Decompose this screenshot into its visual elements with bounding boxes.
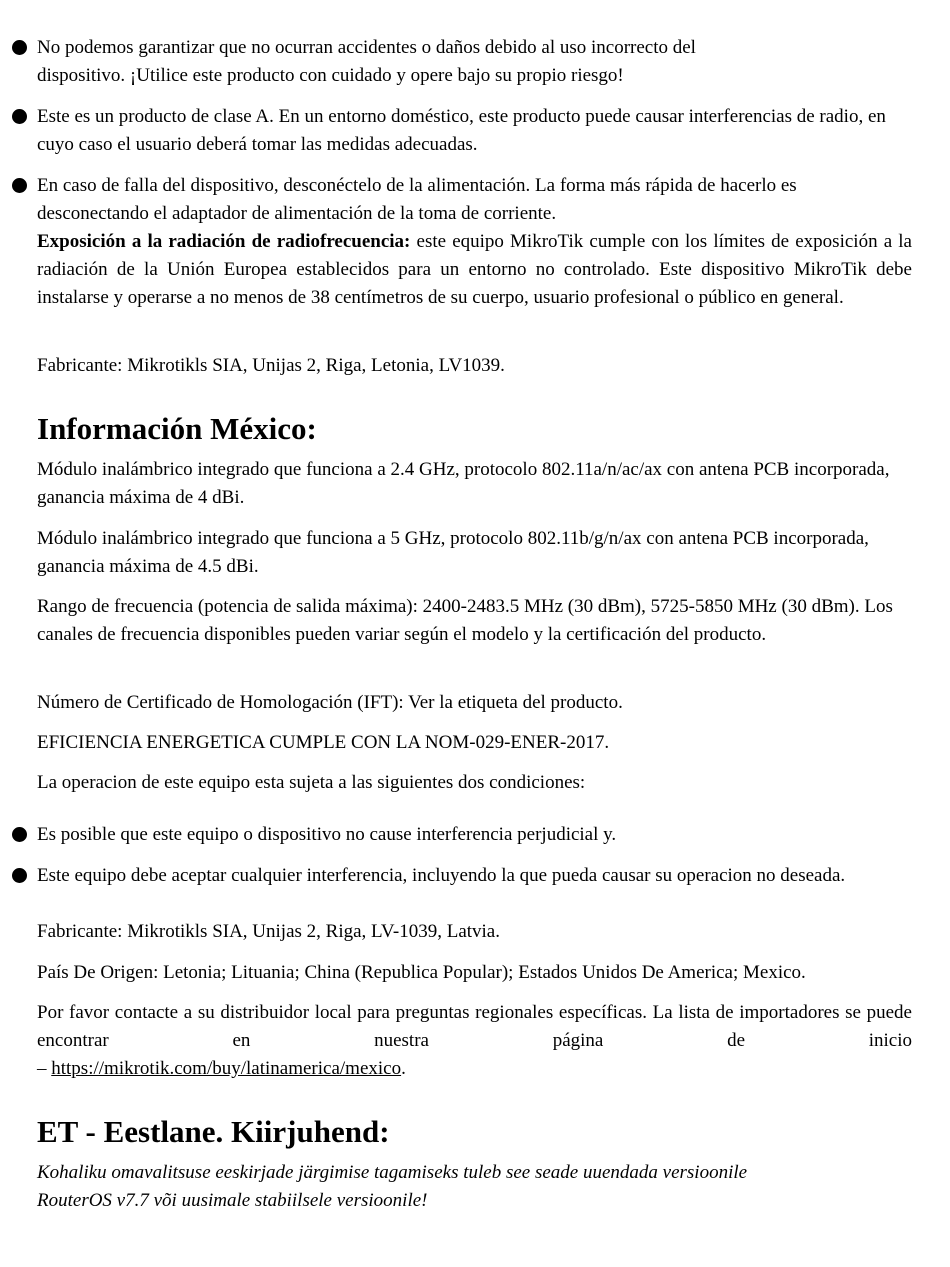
estonian-update-notice: Kohaliku omavalitsuse eeskirjade järgimise tagamiseks tuleb see seade uuendada versioonile RouterOS v7.7 või uusimale stabiilsele versioonile! (37, 1162, 748, 1211)
mexico-conditions-intro: La operacion de este equipo esta sujeta a las siguientes dos condiciones: (37, 772, 586, 793)
mexico-heading: Información México: (37, 411, 317, 446)
mexico-certificate: Número de Certificado de Homologación (IFT): Ver la etiqueta del producto. (37, 692, 623, 713)
manufacturer-latvia: Fabricante: Mikrotikls SIA, Unijas 2, Riga, LV-1039, Latvia. (37, 921, 500, 942)
mexico-module-5ghz: Módulo inalámbrico integrado que funciona a 5 GHz, protocolo 802.11b/g/n/ax con antena PCB incorporada, ganancia máxima de 4.5 dBi. (37, 528, 869, 577)
manufacturer-eu: Fabricante: Mikrotikls SIA, Unijas 2, Riga, Letonia, LV1039. (37, 355, 505, 376)
mexico-condition-2: Este equipo debe aceptar cualquier interferencia, incluyendo la que pueda causar su operacion no deseada. (37, 865, 846, 886)
bullet-icon (12, 178, 27, 193)
mexico-contact-text: Por favor contacte a su distribuidor local para preguntas regionales específicas. La lista de importadores se puede encontrar en nuestra página de inicio (37, 1002, 912, 1051)
mexico-condition-1: Es posible que este equipo o dispositivo no cause interferencia perjudicial y. (37, 824, 617, 845)
warning-power-failure: En caso de falla del dispositivo, desconéctelo de la alimentación. La forma más rápida de hacerlo es desconectando el adaptador de alimentación de la toma de corriente. (37, 175, 797, 224)
bullet-icon (12, 40, 27, 55)
mexico-energy-efficiency: EFICIENCIA ENERGETICA CUMPLE CON LA NOM-029-ENER-2017. (37, 732, 610, 753)
estonian-heading: ET - Eestlane. Kiirjuhend: (37, 1114, 390, 1149)
mexico-contact-link-line: – https://mikrotik.com/buy/latinamerica/mexico. (37, 1058, 406, 1079)
warning-class-a: Este es un producto de clase A. En un entorno doméstico, este producto puede causar interferencias de radio, en cuyo caso el usuario deberá tomar las medidas adecuadas. (37, 106, 886, 155)
bullet-icon (12, 868, 27, 883)
rf-exposure-paragraph (37, 228, 912, 312)
rf-exposure-label: Exposición a la radiación de radiofrecuencia: (37, 231, 411, 252)
mexico-frequency-range: Rango de frecuencia (potencia de salida máxima): 2400-2483.5 MHz (30 dBm), 5725-5850 MHz (30 dBm). Los canales de frecuencia disponibles pueden variar según el modelo y la certificación del producto. (37, 596, 893, 645)
mexico-importers-link[interactable]: https://mikrotik.com/buy/latinamerica/mexico (51, 1058, 402, 1079)
bullet-icon (12, 109, 27, 124)
mexico-module-24ghz: Módulo inalámbrico integrado que funciona a 2.4 GHz, protocolo 802.11a/n/ac/ax con antena PCB incorporada, ganancia máxima de 4 dBi. (37, 459, 890, 508)
mexico-country-origin: País De Origen: Letonia; Lituania; China (Republica Popular); Estados Unidos De America; Mexico. (37, 962, 806, 983)
warning-accident: No podemos garantizar que no ocurran accidentes o daños debido al uso incorrecto del dispositivo. ¡Utilice este producto con cuidado y opere bajo su propio riesgo! (37, 37, 696, 86)
rf-exposure-text: este equipo MikroTik cumple con los límites de exposición a la radiación de la Unión Europea establecidos para un entorno no controlado. Este dispositivo MikroTik debe instalarse y operarse a no menos de 38 centímetros de su cuerpo, usuario profesional o público en general. (37, 231, 912, 308)
bullet-icon (12, 827, 27, 842)
